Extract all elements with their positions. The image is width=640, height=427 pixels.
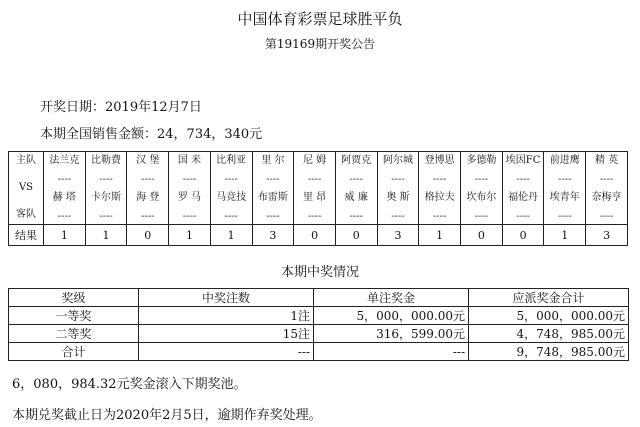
home-team: 前进鹰 [549, 155, 580, 166]
match-result: 1 [210, 225, 252, 246]
match-result: 1 [44, 225, 86, 246]
separator-dash: ---- [558, 210, 572, 222]
match-cell [169, 152, 211, 225]
home-team: 比利亚 [216, 155, 247, 166]
separator-dash: ---- [182, 173, 197, 185]
away-team: 罗 马 [177, 192, 202, 204]
prize-row-total [9, 343, 629, 361]
separator-dash: ---- [182, 210, 197, 222]
prize-level: 一等奖 [9, 307, 139, 325]
match-table [8, 151, 628, 246]
home-team: 阿贾克 [341, 155, 372, 166]
away-team: 布雷斯 [257, 192, 288, 204]
prize-table-header [9, 289, 629, 307]
results-row [9, 225, 628, 246]
home-team: 比勒费 [91, 155, 122, 166]
prize-count: 15注 [139, 325, 314, 343]
home-team: 汉 堡 [136, 155, 160, 166]
separator-dash: ---- [99, 173, 113, 185]
prize-unit: 5，000，000.00元 [314, 307, 469, 325]
prize-level: 二等奖 [9, 325, 139, 343]
sales-amount-label: 本期全国销售金额： [40, 127, 158, 142]
separator-dash: ---- [307, 173, 322, 185]
sales-amount-value: 24，734，340元 [157, 127, 263, 142]
col-header-count: 中奖注数 [139, 289, 314, 307]
draw-date-value: 2019年12月7日 [105, 100, 202, 115]
match-cell [377, 152, 419, 225]
separator-dash: ---- [99, 210, 113, 222]
match-result: 0 [461, 225, 503, 246]
home-team: 阿尔城 [382, 155, 413, 166]
match-result: 1 [419, 225, 461, 246]
away-team: 卡尔斯 [91, 192, 122, 204]
match-result: 1 [85, 225, 127, 246]
prize-row-second [9, 325, 629, 343]
match-result: 0 [335, 225, 377, 246]
home-team: 尼 姆 [302, 155, 327, 166]
prize-level: 合计 [9, 343, 139, 361]
prize-section-title: 本期中奖情况 [280, 265, 359, 280]
match-result: 1 [169, 225, 211, 246]
match-cell [294, 152, 336, 225]
away-team: 海 登 [136, 192, 160, 204]
match-result: 3 [377, 225, 419, 246]
separator-dash: ---- [57, 173, 72, 185]
separator-dash: ---- [141, 210, 155, 222]
match-cell [44, 152, 86, 225]
away-team: 奥 斯 [386, 192, 410, 204]
home-team: 里 尔 [261, 155, 285, 166]
away-team-label: 客队 [16, 209, 36, 220]
match-cell [252, 152, 294, 225]
draw-issue-subtitle: 第19169期开奖公告 [264, 37, 376, 51]
separator-dash: ---- [224, 173, 238, 185]
match-result: 0 [127, 225, 169, 246]
separator-dash: ---- [57, 210, 72, 222]
prize-row-first [9, 307, 629, 325]
home-team: 法兰克 [49, 155, 80, 166]
away-team: 坎布尔 [466, 192, 497, 204]
away-team: 奈梅亨 [591, 192, 622, 204]
separator-dash: ---- [516, 173, 530, 185]
sales-amount-line [40, 123, 262, 142]
separator-dash: ---- [474, 173, 489, 185]
away-team: 格拉夫 [424, 192, 455, 204]
home-team: 埃因FC [505, 155, 541, 166]
separator-dash: ---- [474, 210, 489, 222]
match-result: 3 [586, 225, 628, 246]
result-label: 结果 [9, 225, 44, 246]
separator-dash: ---- [599, 210, 614, 222]
match-cell [544, 152, 586, 225]
prize-total: 5，000，000.00元 [469, 307, 629, 325]
away-team: 马竞技 [216, 192, 247, 204]
col-header-unit-prize: 单注奖金 [314, 289, 469, 307]
separator-dash: ---- [307, 210, 322, 222]
away-team: 里 昂 [302, 192, 327, 204]
separator-dash: ---- [349, 210, 364, 222]
team-row-labels [9, 152, 44, 225]
match-cell [210, 152, 252, 225]
separator-dash: ---- [349, 173, 364, 185]
prize-count: 1注 [139, 307, 314, 325]
prize-total: 4，748，985.00元 [469, 325, 629, 343]
separator-dash: ---- [432, 173, 447, 185]
prize-count: --- [139, 343, 314, 361]
prize-table [8, 288, 629, 361]
deadline-note: 本期兑奖截止日为2020年2月5日，逾期作弃奖处理。 [12, 408, 322, 423]
match-result: 0 [502, 225, 544, 246]
match-result: 1 [544, 225, 586, 246]
match-cell [461, 152, 503, 225]
home-team: 登博思 [424, 155, 455, 166]
separator-dash: ---- [141, 173, 155, 185]
match-teams-row [9, 152, 628, 225]
vs-label: VS [18, 182, 34, 193]
prize-unit: 316，599.00元 [314, 325, 469, 343]
match-cell [586, 152, 628, 225]
separator-dash: ---- [266, 210, 280, 222]
separator-dash: ---- [558, 173, 572, 185]
col-header-total: 应派奖金合计 [469, 289, 629, 307]
match-result: 0 [294, 225, 336, 246]
separator-dash: ---- [432, 210, 447, 222]
separator-dash: ---- [391, 210, 405, 222]
match-cell [85, 152, 127, 225]
away-team: 赫 塔 [52, 192, 76, 204]
prize-total: 9，748，985.00元 [469, 343, 629, 361]
match-cell [127, 152, 169, 225]
separator-dash: ---- [266, 173, 280, 185]
away-team: 威 廉 [344, 192, 368, 204]
home-team: 多德勒 [466, 155, 497, 166]
home-team-label: 主队 [16, 155, 36, 166]
prize-unit: --- [314, 343, 469, 361]
match-result: 3 [252, 225, 294, 246]
separator-dash: ---- [599, 173, 614, 185]
separator-dash: ---- [224, 210, 238, 222]
draw-date-line [40, 96, 202, 115]
page-title: 中国体育彩票足球胜平负 [237, 10, 403, 28]
match-cell [419, 152, 461, 225]
match-cell [335, 152, 377, 225]
rollover-note: 6，080，984.32元奖金滚入下期奖池。 [12, 377, 247, 392]
match-cell [502, 152, 544, 225]
away-team: 福伦丹 [508, 192, 539, 204]
home-team: 国 米 [177, 155, 202, 166]
col-header-level: 奖级 [9, 289, 139, 307]
separator-dash: ---- [516, 210, 530, 222]
separator-dash: ---- [391, 173, 405, 185]
away-team: 埃青年 [549, 192, 580, 204]
home-team: 精 英 [594, 155, 619, 166]
draw-date-label: 开奖日期： [40, 100, 106, 115]
